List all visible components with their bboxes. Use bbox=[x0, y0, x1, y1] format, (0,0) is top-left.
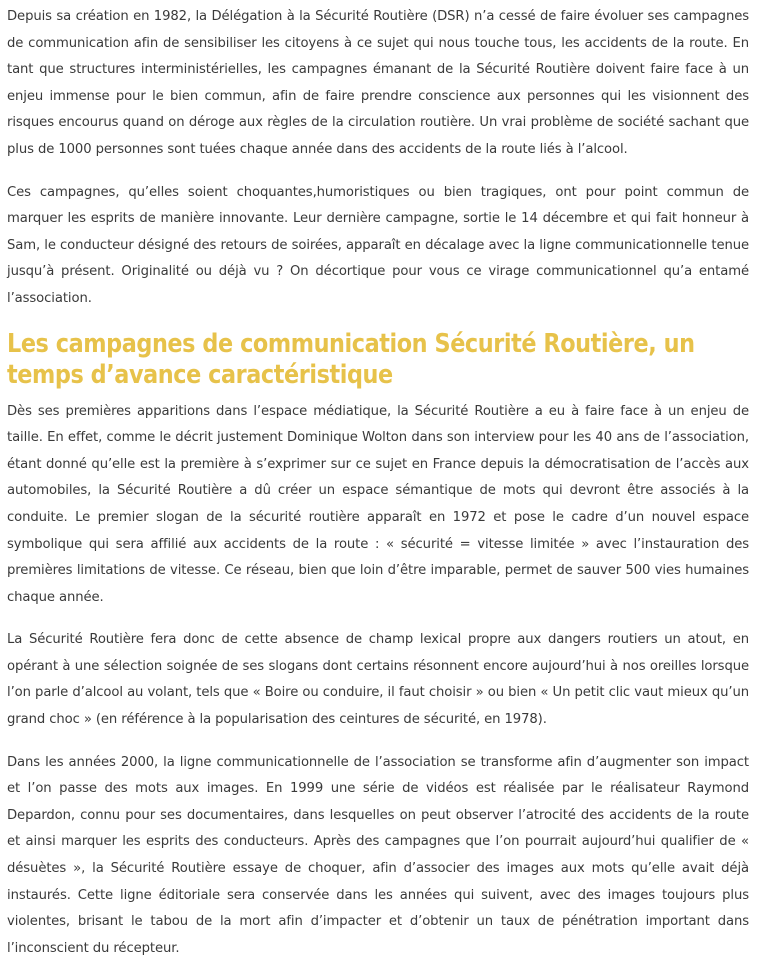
section-heading: Les campagnes de communication Sécurité Routière, un temps d’avance caractéristique bbox=[7, 328, 695, 390]
section-paragraph-1: Dès ses premières apparitions dans l’espace médiatique, la Sécurité Routière a eu à faire face à un enjeu de taille. En effet, comme le décrit justement Dominique Wolton dans son interview pour les 40 ans de l’association, étant donné qu’elle est la première à s’exprimer sur ce sujet en France depuis la démocratisation de l’accès aux automobiles, la Sécurité Routière a dû créer un espace sémantique de mots qui devront être associés à la conduite. Le premier slogan de la sécurité routière apparaît en 1972 et pose le cadre d’un nouvel espace symbolique qui sera affilié aux accidents de la route : « sécurité = vitesse limitée » avec l’instauration des premières limitations de vitesse. Ce réseau, bien que loin d’être imparable, permet de sauver 500 vies humaines chaque année. bbox=[7, 403, 749, 605]
section-paragraph-2: La Sécurité Routière fera donc de cette absence de champ lexical propre aux dangers routiers un atout, en opérant à une sélection soignée de ses slogans dont certains résonnent encore aujourd’hui à nos oreilles lorsque l’on parle d’alcool au volant, tels que « Boire ou conduire, il faut choisir » ou bien « Un petit clic vaut mieux qu’un grand choc » (en référence à la popularisation des ceintures de sécurité, en 1978). bbox=[7, 632, 749, 728]
article-body bbox=[7, 4, 749, 978]
intro-paragraph-2: Ces campagnes, qu’elles soient choquantes,humoristiques ou bien tragiques, ont pour point commun de marquer les esprits de manière innovante. Leur dernière campagne, sortie le 14 décembre et qui fait honneur à Sam, le conducteur désigné des retours de soirées, apparaît en décalage avec la ligne communicationnelle tenue jusqu’à présent. Originalité ou déjà vu ? On décortique pour vous ce virage communicationnel qu’a entamé l’association. bbox=[7, 184, 749, 306]
section-paragraph-3: Dans les années 2000, la ligne communicationnelle de l’association se transforme afin d’augmenter son impact et l’on passe des mots aux images. En 1999 une série de vidéos est réalisée par le réalisateur Raymond Depardon, connu pour ses documentaires, dans lesquelles on peut observer l’atrocité des accidents de la route et ainsi marquer les esprits des conducteurs. Après des campagnes que l’on pourrait aujourd’hui qualifier de « désuètes », la Sécurité Routière essaye de choquer, afin d’associer des images aux mots qu’elle avait déjà instaurés. Cette ligne éditoriale sera conservée dans les années qui suivent, avec des images toujours plus violentes, brisant le tabou de la mort afin d’impacter et d’obtenir un taux de pénétration important dans l’inconscient du récepteur. bbox=[7, 754, 749, 956]
intro-paragraph-1: Depuis sa création en 1982, la Délégation à la Sécurité Routière (DSR) n’a cessé de faire évoluer ses campagnes de communication afin de sensibiliser les citoyens à ce sujet qui nous touche tous, les accidents de la route. En tant que structures interministérielles, les campagnes émanant de la Sécurité Routière doivent faire face à un enjeu immense pour le bien commun, afin de faire prendre conscience aux personnes qui les visionnent des risques encourus quand on déroge aux règles de la circulation routière. Un vrai problème de société sachant que plus de 1000 personnes sont tuées chaque année dans des accidents de la route liés à l’alcool. bbox=[7, 9, 749, 157]
